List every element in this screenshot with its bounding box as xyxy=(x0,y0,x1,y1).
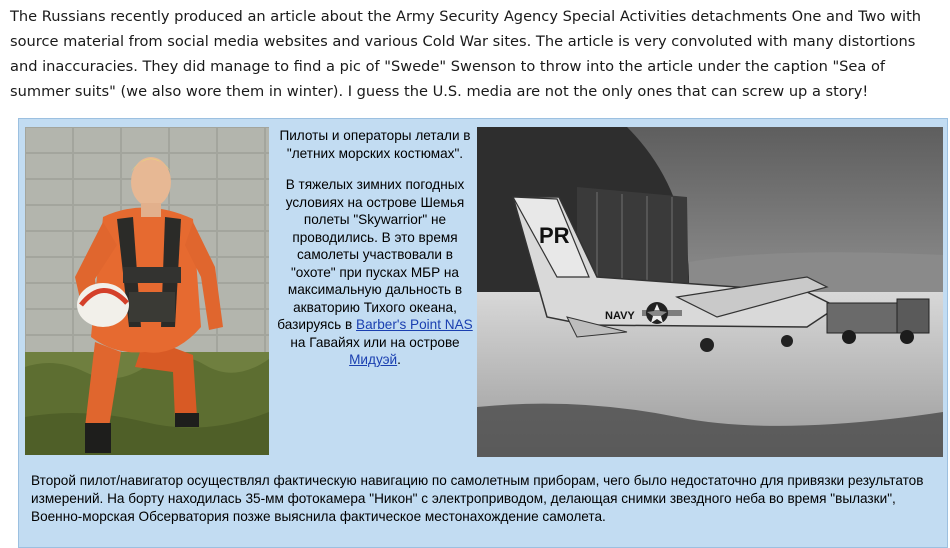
intro-text-block xyxy=(10,4,944,104)
skywarrior-photo xyxy=(477,127,943,457)
caption-paragraph-2 xyxy=(275,176,475,369)
caption-text-start: В тяжелых зимних погодных условиях на острове Шемья полеты "Skywarrior" не проводились. В это время самолеты участвовали в "охоте" при пусках МБР на максимальную дальность в акваторию Тихого океана, базируясь в xyxy=(277,177,465,332)
tail-code-text: PR xyxy=(539,223,570,248)
bottom-caption: Второй пилот/навигатор осуществлял фактическую навигацию по самолетным приборам, чего было недостаточно для привязки результатов измерений. На борту находилась 35-мм фотокамера "Никон" с электроприводом, делающая снимки звездного неба во время "вылазки", Военно-морская Обсерватория позже выяснила фактическое местонахождение самолета. xyxy=(31,473,924,524)
caption-text-end: . xyxy=(397,352,401,367)
skywarrior-photo-illustration xyxy=(477,127,943,457)
barbers-point-link[interactable]: Barber's Point NAS xyxy=(356,317,473,332)
navy-text: NAVY xyxy=(605,310,635,322)
pilot-photo-illustration xyxy=(25,127,269,455)
midway-link[interactable]: Мидуэй xyxy=(349,352,398,367)
caption-text-middle: на Гавайях или на острове xyxy=(290,334,460,350)
photo-caption xyxy=(275,127,475,383)
article-panel xyxy=(18,118,948,548)
intro-paragraph: The Russians recently produced an article about the Army Security Agency Special Activities detachments One and Two with source material from social media websites and various Cold War sites. The article is very convoluted with many distortions and inaccuracies. They did manage to find a pic of "Swede" Swenson to throw into the article under the caption "Sea of summer suits" (we also wore them in winter). I guess the U.S. media are not the only ones that can screw up a story! xyxy=(10,8,922,100)
pilot-photo xyxy=(25,127,269,455)
caption-paragraph-1: Пилоты и операторы летали в "летних морских костюмах". xyxy=(279,128,471,161)
